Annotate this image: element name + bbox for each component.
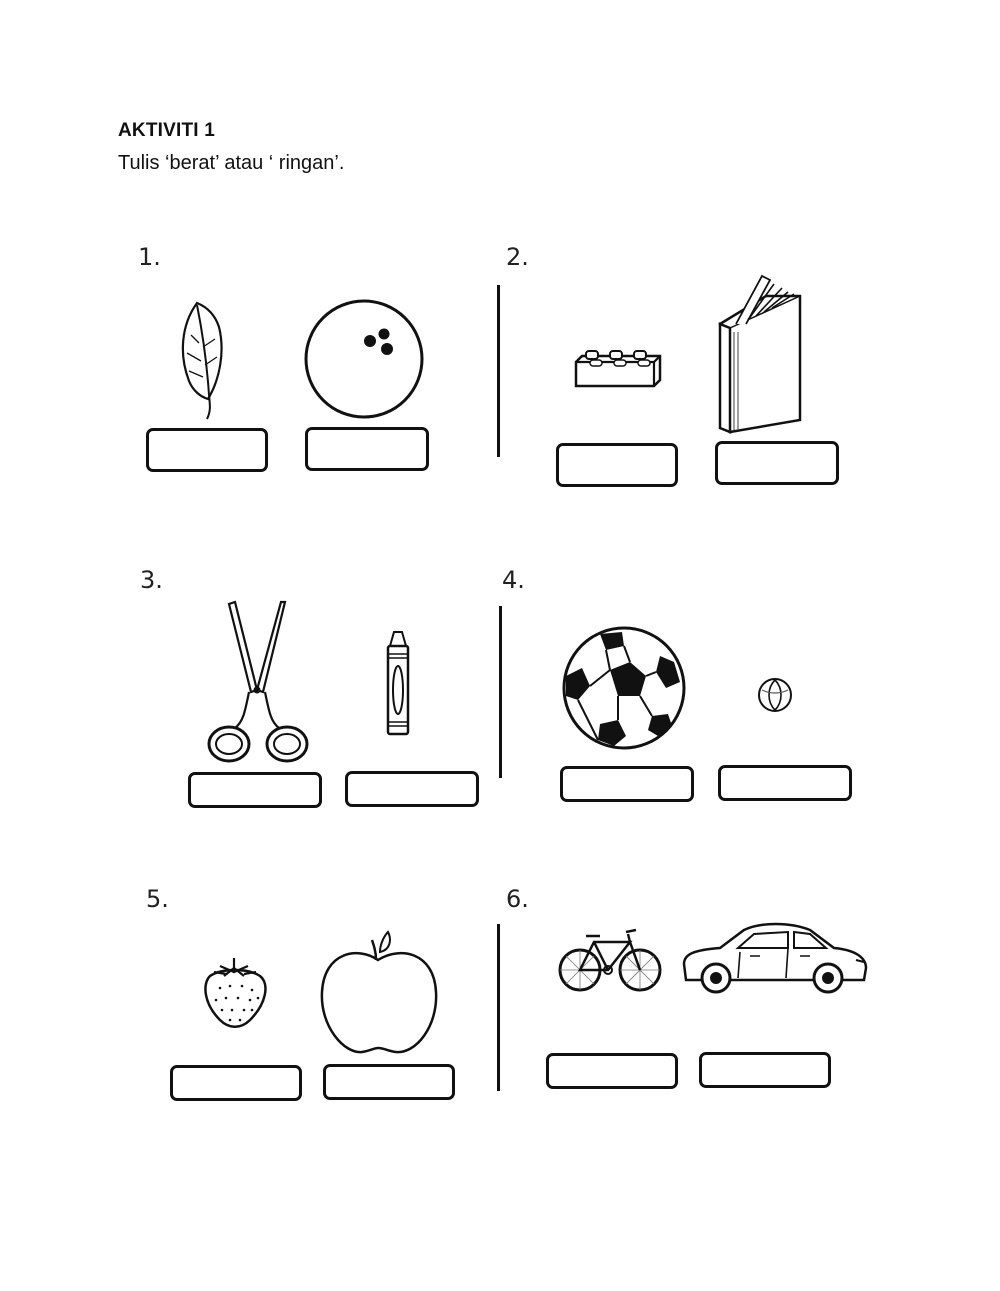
marble-icon <box>756 676 794 714</box>
answer-box-2b[interactable] <box>715 441 839 485</box>
question-number-2: 2. <box>506 243 529 271</box>
answer-box-3a[interactable] <box>188 772 322 808</box>
answer-box-5a[interactable] <box>170 1065 302 1101</box>
answer-box-3b[interactable] <box>345 771 479 807</box>
book-icon <box>712 272 806 436</box>
answer-box-2a[interactable] <box>556 443 678 487</box>
column-divider <box>497 924 500 1091</box>
apple-icon <box>318 930 440 1058</box>
column-divider <box>497 285 500 457</box>
instruction-text: Tulis ‘berat’ atau ‘ ringan’. <box>118 152 345 174</box>
question-number-4: 4. <box>502 566 525 594</box>
answer-box-1a[interactable] <box>146 428 268 472</box>
answer-box-5b[interactable] <box>323 1064 455 1100</box>
feather-icon <box>175 295 235 425</box>
strawberry-icon <box>200 954 272 1032</box>
question-number-3: 3. <box>140 566 163 594</box>
question-number-1: 1. <box>138 243 161 271</box>
car-icon <box>680 920 868 998</box>
lego-brick-icon <box>572 350 664 390</box>
answer-box-6b[interactable] <box>699 1052 831 1088</box>
answer-box-6a[interactable] <box>546 1053 678 1089</box>
column-divider <box>499 606 502 778</box>
question-number-5: 5. <box>146 885 169 913</box>
crayon-icon <box>384 628 412 738</box>
answer-box-4b[interactable] <box>718 765 852 801</box>
question-number-6: 6. <box>506 885 529 913</box>
bowling-ball-icon <box>302 298 426 420</box>
bicycle-icon <box>556 924 664 996</box>
answer-box-4a[interactable] <box>560 766 694 802</box>
answer-box-1b[interactable] <box>305 427 429 471</box>
scissors-icon <box>205 600 311 768</box>
soccer-ball-icon <box>560 626 688 750</box>
activity-title: AKTIVITI 1 <box>118 120 216 141</box>
